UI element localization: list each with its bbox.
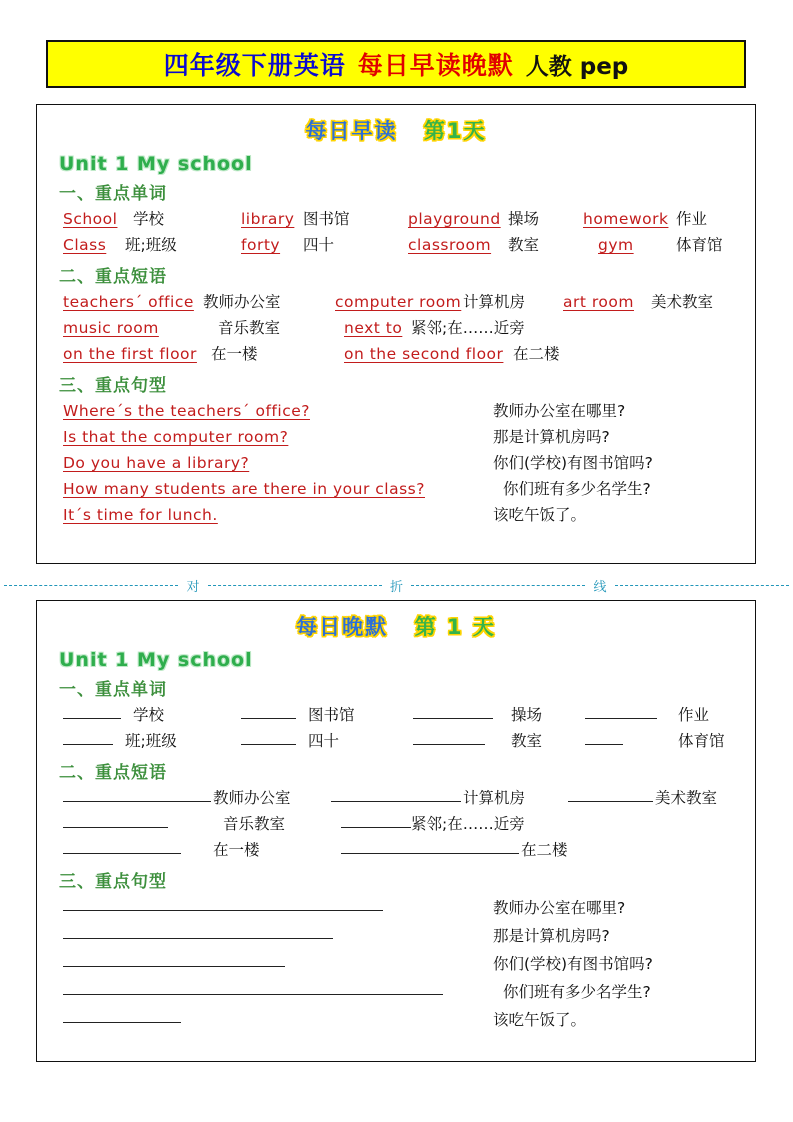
- morning-unit-title: Unit 1 My school: [59, 153, 253, 175]
- page-title-part2: 每日早读晚默: [357, 51, 514, 80]
- evening-section2-heading: 二、重点短语: [59, 763, 167, 783]
- word-cn-class: 班;班级: [125, 236, 177, 254]
- page-title-part1: 四年级下册英语: [163, 51, 346, 80]
- evening-phrase-row: [63, 837, 743, 863]
- answer-blank-sentence-1[interactable]: [63, 894, 383, 911]
- sentence-en-1: Where´s the teachers´ office?: [63, 402, 310, 420]
- answer-blank-second-floor[interactable]: [341, 837, 519, 854]
- phrase-en-art-room: art room: [563, 293, 634, 311]
- phrase-cn-first-floor: 在一楼: [213, 841, 260, 859]
- word-cn-forty: 四十: [308, 732, 340, 750]
- evening-sentence-row: [63, 922, 743, 950]
- morning-phrase-row: [63, 315, 743, 341]
- phrase-cn-teachers-office: 教师办公室: [213, 789, 291, 807]
- evening-section1-heading: 一、重点单词: [59, 680, 167, 700]
- sentence-cn-1: 教师办公室在哪里?: [493, 899, 626, 917]
- morning-banner-right: 第1天: [423, 119, 487, 143]
- sentence-cn-5: 该吃午饭了。: [493, 1011, 587, 1029]
- word-cn-homework: 作业: [676, 210, 708, 228]
- phrase-cn-next-to: 紧邻;在……近旁: [411, 815, 525, 833]
- word-cn-library: 图书馆: [303, 210, 350, 228]
- fold-line-dash: [411, 585, 585, 586]
- morning-phrase-row: [63, 289, 743, 315]
- fold-line-dash: [4, 585, 178, 586]
- morning-sentence-row: [63, 476, 743, 502]
- sentence-cn-1: 教师办公室在哪里?: [493, 402, 626, 420]
- morning-section2-heading: 二、重点短语: [59, 267, 167, 287]
- answer-blank-class[interactable]: [63, 728, 113, 745]
- fold-line-char2: 折: [389, 579, 403, 595]
- answer-blank-art-room[interactable]: [568, 785, 653, 802]
- morning-sentence-row: [63, 424, 743, 450]
- morning-banner: [37, 115, 755, 145]
- answer-blank-next-to[interactable]: [341, 811, 411, 828]
- answer-blank-sentence-2[interactable]: [63, 922, 333, 939]
- evening-section3-heading: 三、重点句型: [59, 872, 167, 892]
- word-en-forty: forty: [241, 236, 281, 254]
- answer-blank-sentence-3[interactable]: [63, 950, 285, 967]
- evening-dictation-card: [36, 600, 756, 1062]
- word-cn-playground: 操场: [511, 706, 543, 724]
- sentence-en-3: Do you have a library?: [63, 454, 250, 472]
- phrase-en-second-floor: on the second floor: [344, 345, 504, 363]
- sentence-cn-2: 那是计算机房吗?: [493, 927, 610, 945]
- morning-sentence-row: [63, 398, 743, 424]
- fold-line-dash: [615, 585, 789, 586]
- word-en-school: School: [63, 210, 118, 228]
- sentence-en-2: Is that the computer room?: [63, 428, 289, 446]
- sentence-cn-4: 你们班有多少名学生?: [503, 983, 651, 1001]
- morning-sentence-row: [63, 502, 743, 528]
- word-cn-classroom: 教室: [511, 732, 543, 750]
- phrase-cn-music-room: 音乐教室: [223, 815, 286, 833]
- phrase-cn-second-floor: 在二楼: [513, 345, 560, 363]
- word-cn-playground: 操场: [508, 210, 540, 228]
- evening-banner: [37, 611, 755, 641]
- morning-sentence-row: [63, 450, 743, 476]
- answer-blank-first-floor[interactable]: [63, 837, 181, 854]
- answer-blank-classroom[interactable]: [413, 728, 485, 745]
- word-en-playground: playground: [408, 210, 501, 228]
- phrase-cn-first-floor: 在一楼: [211, 345, 258, 363]
- morning-word-row: [63, 206, 743, 232]
- fold-line-char3: 线: [593, 579, 607, 595]
- word-cn-classroom: 教室: [508, 236, 540, 254]
- answer-blank-school[interactable]: [63, 702, 121, 719]
- fold-line-dash: [208, 585, 382, 586]
- answer-blank-teachers-office[interactable]: [63, 785, 211, 802]
- evening-unit-title: Unit 1 My school: [59, 649, 253, 671]
- phrase-cn-second-floor: 在二楼: [521, 841, 568, 859]
- phrase-cn-teachers-office: 教师办公室: [203, 293, 281, 311]
- evening-banner-right: 第 1 天: [414, 615, 496, 639]
- phrase-cn-next-to: 紧邻;在……近旁: [411, 319, 525, 337]
- sentence-cn-5: 该吃午饭了。: [493, 506, 587, 524]
- phrase-cn-art-room: 美术教室: [651, 293, 714, 311]
- evening-phrase-row: [63, 811, 743, 837]
- word-cn-forty: 四十: [303, 236, 335, 254]
- sentence-cn-3: 你们(学校)有图书馆吗?: [493, 454, 653, 472]
- answer-blank-sentence-5[interactable]: [63, 1006, 181, 1023]
- answer-blank-sentence-4[interactable]: [63, 978, 443, 995]
- phrase-en-music-room: music room: [63, 319, 159, 337]
- sentence-en-4: How many students are there in your class?: [63, 480, 425, 498]
- answer-blank-music-room[interactable]: [63, 811, 168, 828]
- word-en-class: Class: [63, 236, 107, 254]
- page-title-banner: [46, 40, 746, 88]
- word-cn-school: 学校: [133, 210, 165, 228]
- word-cn-homework: 作业: [678, 706, 710, 724]
- word-en-gym: gym: [598, 236, 634, 254]
- morning-banner-left: 每日早读: [305, 119, 398, 143]
- word-cn-gym: 体育馆: [676, 236, 723, 254]
- evening-sentence-row: [63, 1006, 743, 1034]
- phrase-en-first-floor: on the first floor: [63, 345, 197, 363]
- morning-section3-heading: 三、重点句型: [59, 376, 167, 396]
- morning-word-row: [63, 232, 743, 258]
- phrase-en-next-to: next to: [344, 319, 403, 337]
- answer-blank-homework[interactable]: [585, 702, 657, 719]
- word-cn-class: 班;班级: [125, 732, 177, 750]
- answer-blank-gym[interactable]: [585, 728, 623, 745]
- evening-sentence-row: [63, 894, 743, 922]
- evening-banner-left: 每日晚默: [296, 615, 389, 639]
- word-cn-school: 学校: [133, 706, 165, 724]
- phrase-en-computer-room: computer room: [335, 293, 462, 311]
- sentence-cn-4: 你们班有多少名学生?: [503, 480, 651, 498]
- sentence-en-5: It´s time for lunch.: [63, 506, 218, 524]
- phrase-en-teachers-office: teachers´ office: [63, 293, 194, 311]
- answer-blank-forty[interactable]: [241, 728, 296, 745]
- answer-blank-computer-room[interactable]: [331, 785, 461, 802]
- page-title-part3: 人教 pep: [525, 53, 629, 80]
- sentence-cn-2: 那是计算机房吗?: [493, 428, 610, 446]
- evening-sentence-row: [63, 950, 743, 978]
- word-cn-library: 图书馆: [308, 706, 355, 724]
- morning-section1-heading: 一、重点单词: [59, 184, 167, 204]
- morning-phrase-row: [63, 341, 743, 367]
- word-en-homework: homework: [583, 210, 669, 228]
- word-en-classroom: classroom: [408, 236, 492, 254]
- phrase-cn-computer-room: 计算机房: [463, 789, 526, 807]
- fold-line: [0, 578, 793, 595]
- word-en-library: library: [241, 210, 295, 228]
- evening-sentence-row: [63, 978, 743, 1006]
- morning-reading-card: [36, 104, 756, 564]
- answer-blank-library[interactable]: [241, 702, 296, 719]
- evening-word-row: [63, 728, 743, 754]
- phrase-cn-music-room: 音乐教室: [218, 319, 281, 337]
- evening-word-row: [63, 702, 743, 728]
- answer-blank-playground[interactable]: [413, 702, 493, 719]
- word-cn-gym: 体育馆: [678, 732, 725, 750]
- fold-line-char1: 对: [186, 579, 200, 595]
- evening-phrase-row: [63, 785, 743, 811]
- phrase-cn-art-room: 美术教室: [655, 789, 718, 807]
- phrase-cn-computer-room: 计算机房: [463, 293, 526, 311]
- sentence-cn-3: 你们(学校)有图书馆吗?: [493, 955, 653, 973]
